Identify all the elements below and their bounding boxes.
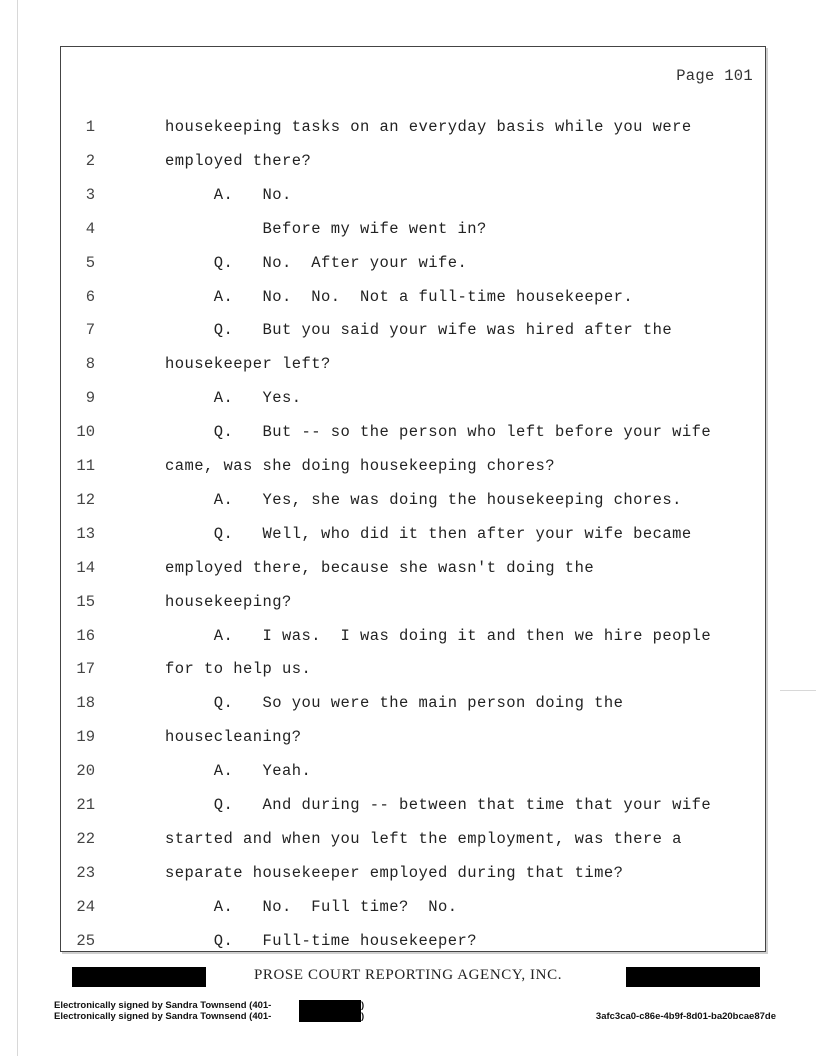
line-text: A. No. xyxy=(165,185,292,204)
transcript-line xyxy=(61,152,765,186)
line-number: 16 xyxy=(76,626,95,645)
transcript-line xyxy=(61,898,765,932)
transcript-line xyxy=(61,694,765,728)
transcript-line xyxy=(61,525,765,559)
electronic-signatures xyxy=(54,1000,365,1022)
transcript-line xyxy=(61,288,765,322)
line-text: started and when you left the employment, was there a xyxy=(165,829,682,848)
transcript-line xyxy=(61,593,765,627)
transcript-line xyxy=(61,186,765,220)
line-text: Q. So you were the main person doing the xyxy=(165,694,624,713)
line-number: 5 xyxy=(85,253,95,272)
line-text: housekeeper left? xyxy=(165,355,331,374)
line-text: A. No. No. Not a full-time housekeeper. xyxy=(165,287,634,306)
line-number: 25 xyxy=(76,931,95,950)
line-number: 2 xyxy=(85,151,95,170)
line-number: 11 xyxy=(76,457,95,475)
line-number: 13 xyxy=(76,524,95,543)
signature-text: Electronically signed by Sandra Townsend (401- xyxy=(54,1000,272,1011)
transcript-line xyxy=(61,321,765,355)
transcript-line xyxy=(61,389,765,423)
line-text: housekeeping tasks on an everyday basis while you were xyxy=(165,118,692,136)
transcript-line xyxy=(61,355,765,389)
line-text: employed there, because she wasn't doing the xyxy=(165,558,595,577)
signature-close-paren: ) xyxy=(361,1000,365,1011)
transcript-line xyxy=(61,118,765,152)
signature-close-paren: ) xyxy=(361,1011,365,1022)
signature-text: Electronically signed by Sandra Townsend (401- xyxy=(54,1011,272,1022)
transcript-line xyxy=(61,762,765,796)
line-number: 21 xyxy=(76,796,95,814)
transcript-line xyxy=(61,220,765,254)
transcript-line xyxy=(61,660,765,694)
signature-line xyxy=(54,1000,365,1011)
redaction-box-phone xyxy=(299,1011,361,1022)
reporting-agency-name: PROSE COURT REPORTING AGENCY, INC. xyxy=(253,967,563,983)
transcript-line xyxy=(61,864,765,898)
redaction-box-phone xyxy=(299,1000,361,1011)
line-text: A. No. Full time? No. xyxy=(165,897,458,916)
line-number: 1 xyxy=(85,118,95,136)
scan-fold-line-right xyxy=(780,690,816,691)
line-text: for to help us. xyxy=(165,660,312,679)
line-number: 20 xyxy=(76,762,95,781)
transcript-line xyxy=(61,559,765,593)
line-number: 6 xyxy=(85,287,95,306)
line-text: A. Yes, she was doing the housekeeping chores. xyxy=(165,490,682,509)
transcript-line xyxy=(61,491,765,525)
line-number: 7 xyxy=(85,321,95,340)
signature-line xyxy=(54,1011,365,1022)
line-text: housekeeping? xyxy=(165,592,292,611)
transcript-page-frame xyxy=(60,46,766,952)
line-number: 24 xyxy=(76,897,95,916)
line-text: came, was she doing housekeeping chores? xyxy=(165,457,556,475)
line-text: Q. No. After your wife. xyxy=(165,253,468,272)
line-number: 3 xyxy=(85,185,95,204)
line-number: 8 xyxy=(85,355,95,374)
line-text: Q. Full-time housekeeper? xyxy=(165,931,478,950)
line-text: housecleaning? xyxy=(165,728,302,747)
transcript-line xyxy=(61,627,765,661)
redaction-box-right xyxy=(626,967,760,987)
line-number: 18 xyxy=(76,694,95,713)
line-number: 19 xyxy=(76,728,95,747)
page-number: Page 101 xyxy=(676,67,753,85)
line-number: 4 xyxy=(85,219,95,238)
line-number: 17 xyxy=(76,660,95,679)
line-text: A. I was. I was doing it and then we hire people xyxy=(165,626,712,645)
transcript-line xyxy=(61,457,765,491)
line-number: 23 xyxy=(76,863,95,882)
transcript-line xyxy=(61,796,765,830)
line-text: Q. Well, who did it then after your wife became xyxy=(165,524,692,543)
document-hash: 3afc3ca0-c86e-4b9f-8d01-ba20bcae87de xyxy=(595,1011,776,1022)
line-text: A. Yeah. xyxy=(165,762,312,781)
line-text: Before my wife went in? xyxy=(165,219,487,238)
transcript-line xyxy=(61,423,765,457)
line-text: Q. But you said your wife was hired after the xyxy=(165,321,673,340)
line-number: 9 xyxy=(85,389,95,408)
line-text: separate housekeeper employed during that time? xyxy=(165,863,624,882)
line-text: A. Yes. xyxy=(165,389,302,408)
scan-margin-line-left xyxy=(17,0,18,1056)
line-text: employed there? xyxy=(165,151,312,170)
transcript-line xyxy=(61,932,765,966)
line-number: 22 xyxy=(76,829,95,848)
transcript-line xyxy=(61,830,765,864)
line-number: 10 xyxy=(76,423,95,442)
line-text: Q. But -- so the person who left before your wife xyxy=(165,423,712,442)
transcript-line xyxy=(61,254,765,288)
line-number: 14 xyxy=(76,558,95,577)
transcript-line xyxy=(61,728,765,762)
line-text: Q. And during -- between that time that your wife xyxy=(165,796,712,814)
line-number: 12 xyxy=(76,490,95,509)
line-number: 15 xyxy=(76,592,95,611)
